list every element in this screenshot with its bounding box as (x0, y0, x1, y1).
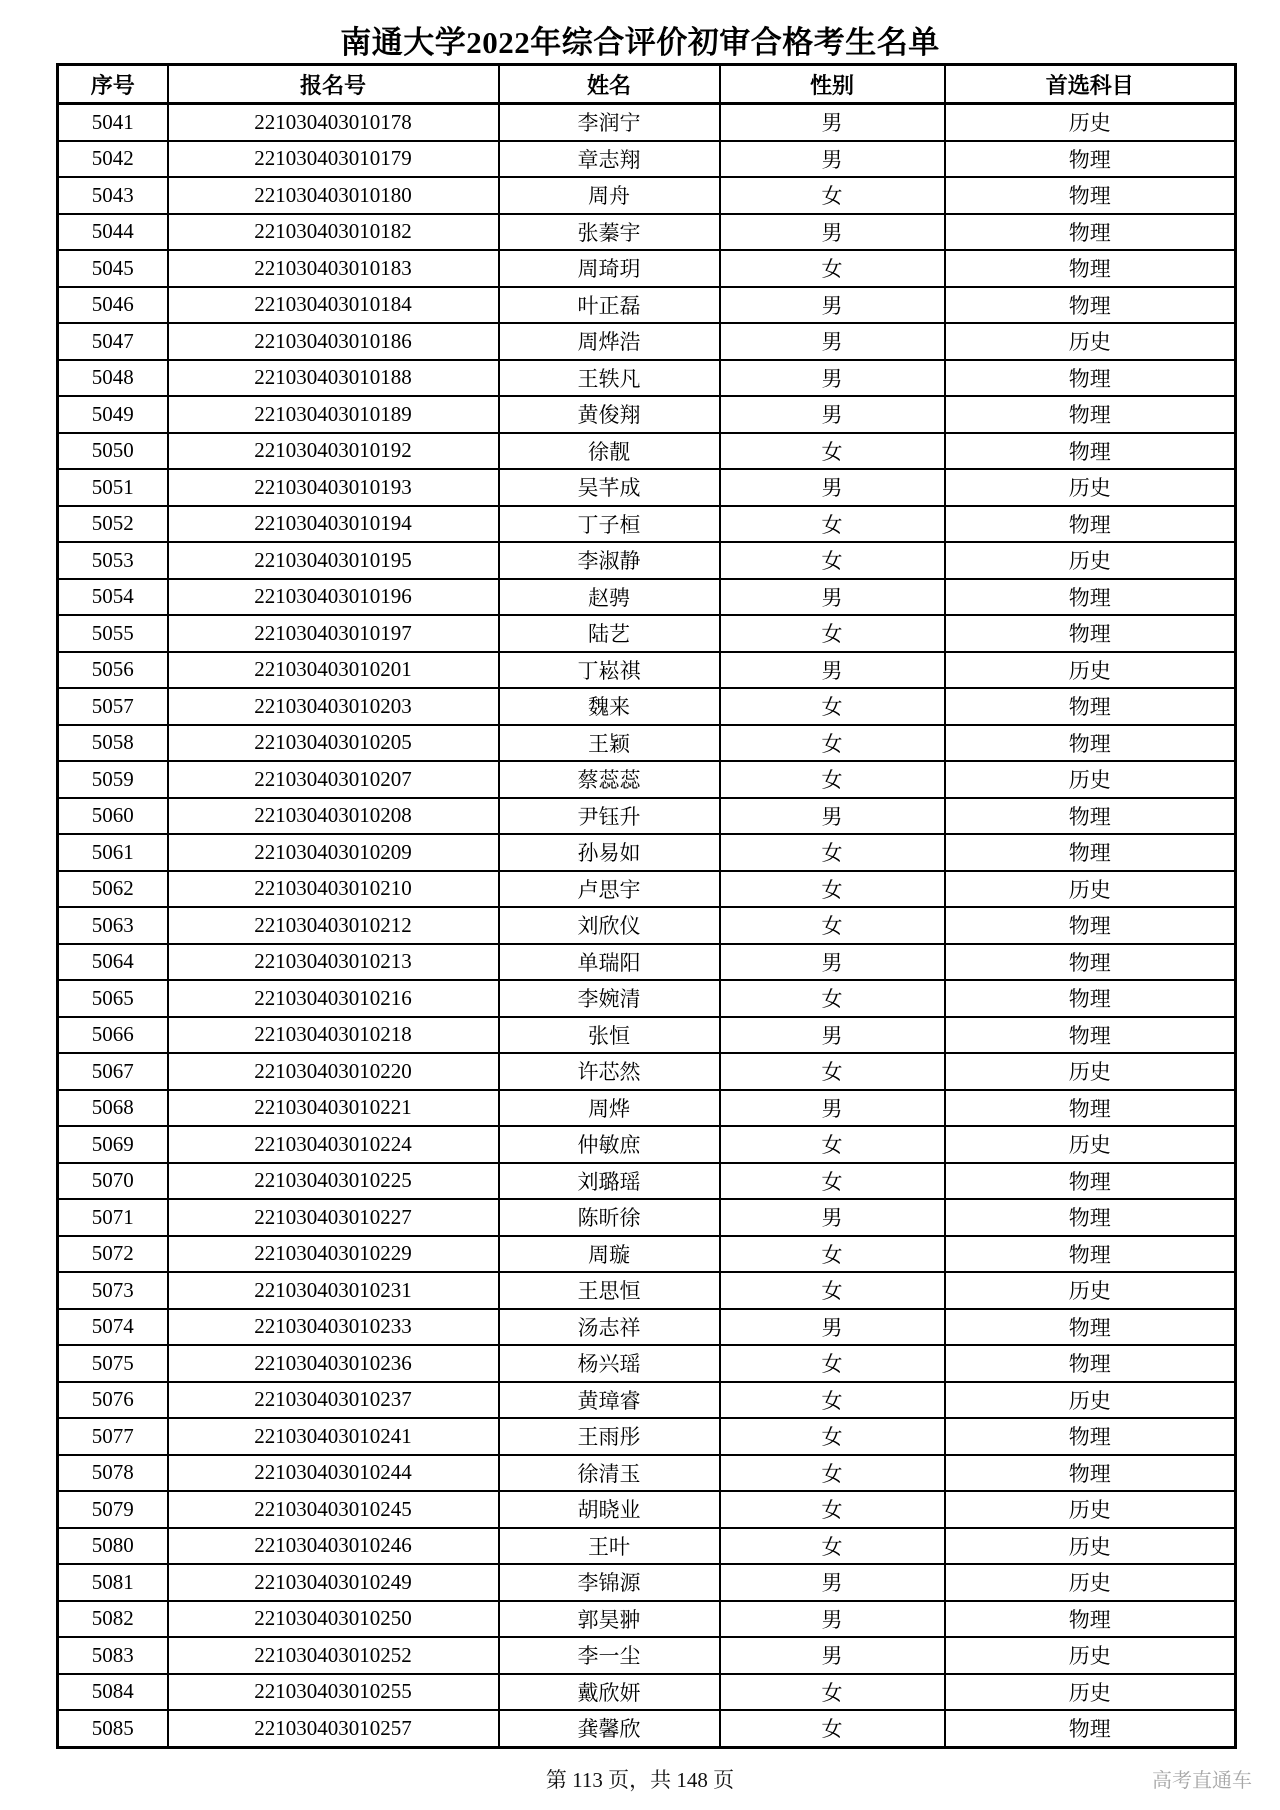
cell-index: 5041 (58, 104, 168, 141)
table-row (58, 177, 1236, 214)
table-row (58, 396, 1236, 433)
cell-gender: 女 (720, 761, 945, 798)
cell-subject: 物理 (945, 1236, 1236, 1273)
table-row (58, 1564, 1236, 1601)
cell-subject: 物理 (945, 506, 1236, 543)
cell-index: 5073 (58, 1272, 168, 1309)
table-row (58, 1674, 1236, 1711)
cell-name: 孙易如 (499, 834, 720, 871)
cell-index: 5042 (58, 141, 168, 178)
cell-gender: 男 (720, 469, 945, 506)
cell-registration-number: 221030403010213 (168, 944, 499, 981)
cell-name: 丁子桓 (499, 506, 720, 543)
cell-index: 5071 (58, 1199, 168, 1236)
cell-gender: 女 (720, 1674, 945, 1711)
cell-gender: 女 (720, 688, 945, 725)
cell-name: 王叶 (499, 1528, 720, 1565)
cell-registration-number: 221030403010241 (168, 1418, 499, 1455)
cell-name: 胡晓业 (499, 1491, 720, 1528)
table-row (58, 360, 1236, 397)
cell-registration-number: 221030403010183 (168, 250, 499, 287)
cell-registration-number: 221030403010220 (168, 1053, 499, 1090)
cell-subject: 物理 (945, 725, 1236, 762)
cell-gender: 女 (720, 1455, 945, 1492)
cell-name: 单瑞阳 (499, 944, 720, 981)
cell-subject: 历史 (945, 1491, 1236, 1528)
cell-subject: 物理 (945, 944, 1236, 981)
column-header-index: 序号 (58, 65, 168, 104)
cell-subject: 物理 (945, 250, 1236, 287)
cell-index: 5077 (58, 1418, 168, 1455)
cell-subject: 历史 (945, 1382, 1236, 1419)
cell-subject: 物理 (945, 1710, 1236, 1747)
cell-subject: 历史 (945, 1637, 1236, 1674)
cell-gender: 女 (720, 250, 945, 287)
cell-registration-number: 221030403010208 (168, 798, 499, 835)
cell-name: 卢思宇 (499, 871, 720, 908)
table-row (58, 798, 1236, 835)
cell-registration-number: 221030403010224 (168, 1126, 499, 1163)
cell-index: 5084 (58, 1674, 168, 1711)
cell-name: 叶正磊 (499, 287, 720, 324)
cell-subject: 历史 (945, 871, 1236, 908)
table-row (58, 1053, 1236, 1090)
cell-name: 徐清玉 (499, 1455, 720, 1492)
cell-gender: 男 (720, 1601, 945, 1638)
cell-name: 黄俊翔 (499, 396, 720, 433)
cell-name: 张蓁宇 (499, 214, 720, 251)
cell-gender: 女 (720, 1053, 945, 1090)
cell-name: 周舟 (499, 177, 720, 214)
cell-gender: 女 (720, 1710, 945, 1747)
cell-subject: 历史 (945, 542, 1236, 579)
table-row (58, 980, 1236, 1017)
table-row (58, 1309, 1236, 1346)
cell-name: 周琦玥 (499, 250, 720, 287)
cell-subject: 物理 (945, 1601, 1236, 1638)
cell-subject: 历史 (945, 1126, 1236, 1163)
page-number-indicator: 第 113 页，共 148 页 (545, 1768, 735, 1792)
table-row (58, 433, 1236, 470)
cell-gender: 女 (720, 1126, 945, 1163)
cell-name: 陆艺 (499, 615, 720, 652)
cell-registration-number: 221030403010196 (168, 579, 499, 616)
cell-gender: 女 (720, 1491, 945, 1528)
cell-registration-number: 221030403010180 (168, 177, 499, 214)
table-row (58, 871, 1236, 908)
cell-name: 徐靓 (499, 433, 720, 470)
cell-gender: 男 (720, 944, 945, 981)
table-row (58, 579, 1236, 616)
cell-registration-number: 221030403010207 (168, 761, 499, 798)
watermark-label: 高考直通车 (1152, 1770, 1252, 1792)
cell-gender: 男 (720, 104, 945, 141)
cell-name: 郭昊翀 (499, 1601, 720, 1638)
cell-index: 5061 (58, 834, 168, 871)
cell-index: 5056 (58, 652, 168, 689)
cell-name: 周烨 (499, 1090, 720, 1127)
cell-index: 5063 (58, 907, 168, 944)
table-row (58, 1382, 1236, 1419)
cell-registration-number: 221030403010244 (168, 1455, 499, 1492)
cell-subject: 物理 (945, 1163, 1236, 1200)
cell-name: 李婉清 (499, 980, 720, 1017)
cell-name: 周璇 (499, 1236, 720, 1273)
cell-subject: 物理 (945, 1418, 1236, 1455)
column-header-registration-number: 报名号 (168, 65, 499, 104)
cell-subject: 历史 (945, 323, 1236, 360)
table-row (58, 104, 1236, 141)
table-row (58, 834, 1236, 871)
table-row (58, 1601, 1236, 1638)
cell-index: 5080 (58, 1528, 168, 1565)
cell-gender: 女 (720, 1345, 945, 1382)
cell-gender: 男 (720, 287, 945, 324)
cell-name: 蔡蕊蕊 (499, 761, 720, 798)
cell-subject: 物理 (945, 907, 1236, 944)
cell-registration-number: 221030403010221 (168, 1090, 499, 1127)
table-row (58, 1163, 1236, 1200)
cell-registration-number: 221030403010189 (168, 396, 499, 433)
cell-subject: 历史 (945, 469, 1236, 506)
cell-gender: 女 (720, 506, 945, 543)
cell-index: 5079 (58, 1491, 168, 1528)
cell-subject: 历史 (945, 1564, 1236, 1601)
cell-subject: 物理 (945, 1017, 1236, 1054)
table-row (58, 615, 1236, 652)
cell-name: 王颖 (499, 725, 720, 762)
cell-index: 5066 (58, 1017, 168, 1054)
cell-registration-number: 221030403010236 (168, 1345, 499, 1382)
cell-gender: 男 (720, 1017, 945, 1054)
table-row (58, 1126, 1236, 1163)
table-row (58, 141, 1236, 178)
cell-subject: 物理 (945, 1199, 1236, 1236)
cell-index: 5058 (58, 725, 168, 762)
cell-subject: 物理 (945, 214, 1236, 251)
candidates-table (56, 63, 1237, 1749)
cell-name: 戴欣妍 (499, 1674, 720, 1711)
cell-registration-number: 221030403010237 (168, 1382, 499, 1419)
cell-name: 龚馨欣 (499, 1710, 720, 1747)
cell-registration-number: 221030403010201 (168, 652, 499, 689)
cell-registration-number: 221030403010246 (168, 1528, 499, 1565)
cell-gender: 男 (720, 1564, 945, 1601)
table-row (58, 214, 1236, 251)
page-footer (0, 1764, 1280, 1804)
cell-subject: 物理 (945, 433, 1236, 470)
table-body (58, 104, 1236, 1748)
table-row (58, 1236, 1236, 1273)
cell-gender: 男 (720, 1309, 945, 1346)
cell-name: 吴芊成 (499, 469, 720, 506)
cell-name: 陈昕徐 (499, 1199, 720, 1236)
cell-subject: 物理 (945, 141, 1236, 178)
cell-registration-number: 221030403010231 (168, 1272, 499, 1309)
cell-subject: 物理 (945, 615, 1236, 652)
cell-registration-number: 221030403010210 (168, 871, 499, 908)
cell-subject: 历史 (945, 1053, 1236, 1090)
cell-name: 王思恒 (499, 1272, 720, 1309)
cell-name: 仲敏庶 (499, 1126, 720, 1163)
cell-subject: 物理 (945, 360, 1236, 397)
table-row (58, 469, 1236, 506)
table-row (58, 1017, 1236, 1054)
cell-gender: 男 (720, 396, 945, 433)
cell-index: 5059 (58, 761, 168, 798)
cell-registration-number: 221030403010182 (168, 214, 499, 251)
cell-index: 5081 (58, 1564, 168, 1601)
table-row (58, 1528, 1236, 1565)
cell-gender: 女 (720, 433, 945, 470)
table-row (58, 907, 1236, 944)
cell-index: 5051 (58, 469, 168, 506)
cell-subject: 历史 (945, 1528, 1236, 1565)
cell-subject: 历史 (945, 761, 1236, 798)
cell-index: 5045 (58, 250, 168, 287)
cell-name: 刘欣仪 (499, 907, 720, 944)
cell-index: 5067 (58, 1053, 168, 1090)
table-row (58, 761, 1236, 798)
table-header-row (58, 65, 1236, 104)
cell-registration-number: 221030403010195 (168, 542, 499, 579)
cell-index: 5076 (58, 1382, 168, 1419)
cell-subject: 历史 (945, 1272, 1236, 1309)
cell-registration-number: 221030403010257 (168, 1710, 499, 1747)
table-row (58, 1090, 1236, 1127)
cell-registration-number: 221030403010233 (168, 1309, 499, 1346)
table-row (58, 1637, 1236, 1674)
cell-index: 5054 (58, 579, 168, 616)
table-row (58, 542, 1236, 579)
cell-registration-number: 221030403010205 (168, 725, 499, 762)
cell-registration-number: 221030403010249 (168, 1564, 499, 1601)
cell-gender: 女 (720, 1163, 945, 1200)
cell-name: 黄璋睿 (499, 1382, 720, 1419)
table-row (58, 1710, 1236, 1747)
cell-index: 5078 (58, 1455, 168, 1492)
cell-registration-number: 221030403010216 (168, 980, 499, 1017)
cell-name: 李润宁 (499, 104, 720, 141)
table-row (58, 688, 1236, 725)
cell-registration-number: 221030403010192 (168, 433, 499, 470)
cell-name: 周烨浩 (499, 323, 720, 360)
table-row (58, 944, 1236, 981)
cell-registration-number: 221030403010194 (168, 506, 499, 543)
cell-index: 5052 (58, 506, 168, 543)
cell-gender: 女 (720, 725, 945, 762)
cell-index: 5049 (58, 396, 168, 433)
cell-index: 5050 (58, 433, 168, 470)
cell-name: 王雨彤 (499, 1418, 720, 1455)
cell-gender: 男 (720, 360, 945, 397)
cell-name: 魏来 (499, 688, 720, 725)
cell-registration-number: 221030403010212 (168, 907, 499, 944)
column-header-name: 姓名 (499, 65, 720, 104)
cell-gender: 女 (720, 542, 945, 579)
cell-index: 5044 (58, 214, 168, 251)
cell-registration-number: 221030403010218 (168, 1017, 499, 1054)
cell-index: 5085 (58, 1710, 168, 1747)
cell-registration-number: 221030403010188 (168, 360, 499, 397)
cell-name: 赵骋 (499, 579, 720, 616)
cell-registration-number: 221030403010203 (168, 688, 499, 725)
cell-name: 李一尘 (499, 1637, 720, 1674)
cell-index: 5057 (58, 688, 168, 725)
cell-gender: 女 (720, 980, 945, 1017)
cell-gender: 女 (720, 1418, 945, 1455)
cell-index: 5060 (58, 798, 168, 835)
cell-registration-number: 221030403010225 (168, 1163, 499, 1200)
cell-gender: 女 (720, 1382, 945, 1419)
table-row (58, 725, 1236, 762)
cell-gender: 女 (720, 1236, 945, 1273)
cell-index: 5065 (58, 980, 168, 1017)
cell-index: 5048 (58, 360, 168, 397)
cell-name: 李淑静 (499, 542, 720, 579)
table-row (58, 506, 1236, 543)
cell-gender: 女 (720, 177, 945, 214)
cell-name: 王轶凡 (499, 360, 720, 397)
cell-subject: 物理 (945, 177, 1236, 214)
cell-gender: 男 (720, 798, 945, 835)
cell-index: 5070 (58, 1163, 168, 1200)
cell-registration-number: 221030403010179 (168, 141, 499, 178)
cell-subject: 历史 (945, 652, 1236, 689)
cell-name: 许芯然 (499, 1053, 720, 1090)
cell-subject: 物理 (945, 396, 1236, 433)
cell-registration-number: 221030403010250 (168, 1601, 499, 1638)
cell-index: 5046 (58, 287, 168, 324)
cell-index: 5074 (58, 1309, 168, 1346)
cell-name: 章志翔 (499, 141, 720, 178)
cell-subject: 物理 (945, 287, 1236, 324)
table-row (58, 1272, 1236, 1309)
cell-registration-number: 221030403010193 (168, 469, 499, 506)
column-header-subject: 首选科目 (945, 65, 1236, 104)
table-row (58, 1199, 1236, 1236)
cell-registration-number: 221030403010255 (168, 1674, 499, 1711)
cell-gender: 男 (720, 652, 945, 689)
cell-name: 张恒 (499, 1017, 720, 1054)
cell-subject: 物理 (945, 1455, 1236, 1492)
cell-gender: 女 (720, 615, 945, 652)
cell-gender: 女 (720, 907, 945, 944)
cell-index: 5064 (58, 944, 168, 981)
cell-gender: 女 (720, 871, 945, 908)
table-row (58, 1345, 1236, 1382)
cell-index: 5053 (58, 542, 168, 579)
cell-registration-number: 221030403010227 (168, 1199, 499, 1236)
cell-registration-number: 221030403010209 (168, 834, 499, 871)
column-header-gender: 性别 (720, 65, 945, 104)
cell-name: 李锦源 (499, 1564, 720, 1601)
cell-subject: 物理 (945, 1090, 1236, 1127)
cell-registration-number: 221030403010184 (168, 287, 499, 324)
cell-index: 5083 (58, 1637, 168, 1674)
cell-index: 5055 (58, 615, 168, 652)
cell-index: 5043 (58, 177, 168, 214)
cell-index: 5075 (58, 1345, 168, 1382)
cell-name: 汤志祥 (499, 1309, 720, 1346)
cell-registration-number: 221030403010252 (168, 1637, 499, 1674)
cell-gender: 男 (720, 1090, 945, 1127)
cell-index: 5072 (58, 1236, 168, 1273)
cell-name: 刘璐瑶 (499, 1163, 720, 1200)
table-row (58, 1455, 1236, 1492)
cell-subject: 历史 (945, 104, 1236, 141)
cell-gender: 女 (720, 1272, 945, 1309)
cell-subject: 物理 (945, 798, 1236, 835)
cell-registration-number: 221030403010197 (168, 615, 499, 652)
cell-index: 5082 (58, 1601, 168, 1638)
cell-registration-number: 221030403010186 (168, 323, 499, 360)
cell-subject: 物理 (945, 579, 1236, 616)
cell-registration-number: 221030403010245 (168, 1491, 499, 1528)
cell-name: 丁崧祺 (499, 652, 720, 689)
cell-gender: 女 (720, 834, 945, 871)
cell-gender: 男 (720, 323, 945, 360)
cell-subject: 物理 (945, 834, 1236, 871)
table-row (58, 1491, 1236, 1528)
cell-index: 5047 (58, 323, 168, 360)
table-row (58, 323, 1236, 360)
table-row (58, 250, 1236, 287)
table-row (58, 652, 1236, 689)
cell-gender: 男 (720, 141, 945, 178)
cell-index: 5062 (58, 871, 168, 908)
cell-registration-number: 221030403010229 (168, 1236, 499, 1273)
cell-gender: 男 (720, 214, 945, 251)
cell-subject: 物理 (945, 1309, 1236, 1346)
cell-name: 尹钰升 (499, 798, 720, 835)
cell-gender: 女 (720, 1528, 945, 1565)
cell-subject: 历史 (945, 1674, 1236, 1711)
cell-name: 杨兴瑶 (499, 1345, 720, 1382)
cell-index: 5069 (58, 1126, 168, 1163)
cell-subject: 物理 (945, 1345, 1236, 1382)
cell-index: 5068 (58, 1090, 168, 1127)
cell-gender: 男 (720, 1199, 945, 1236)
table-row (58, 1418, 1236, 1455)
cell-subject: 物理 (945, 980, 1236, 1017)
page-title: 南通大学2022年综合评价初审合格考生名单 (340, 25, 940, 60)
cell-gender: 男 (720, 1637, 945, 1674)
table-row (58, 287, 1236, 324)
cell-subject: 物理 (945, 688, 1236, 725)
cell-gender: 男 (720, 579, 945, 616)
cell-registration-number: 221030403010178 (168, 104, 499, 141)
